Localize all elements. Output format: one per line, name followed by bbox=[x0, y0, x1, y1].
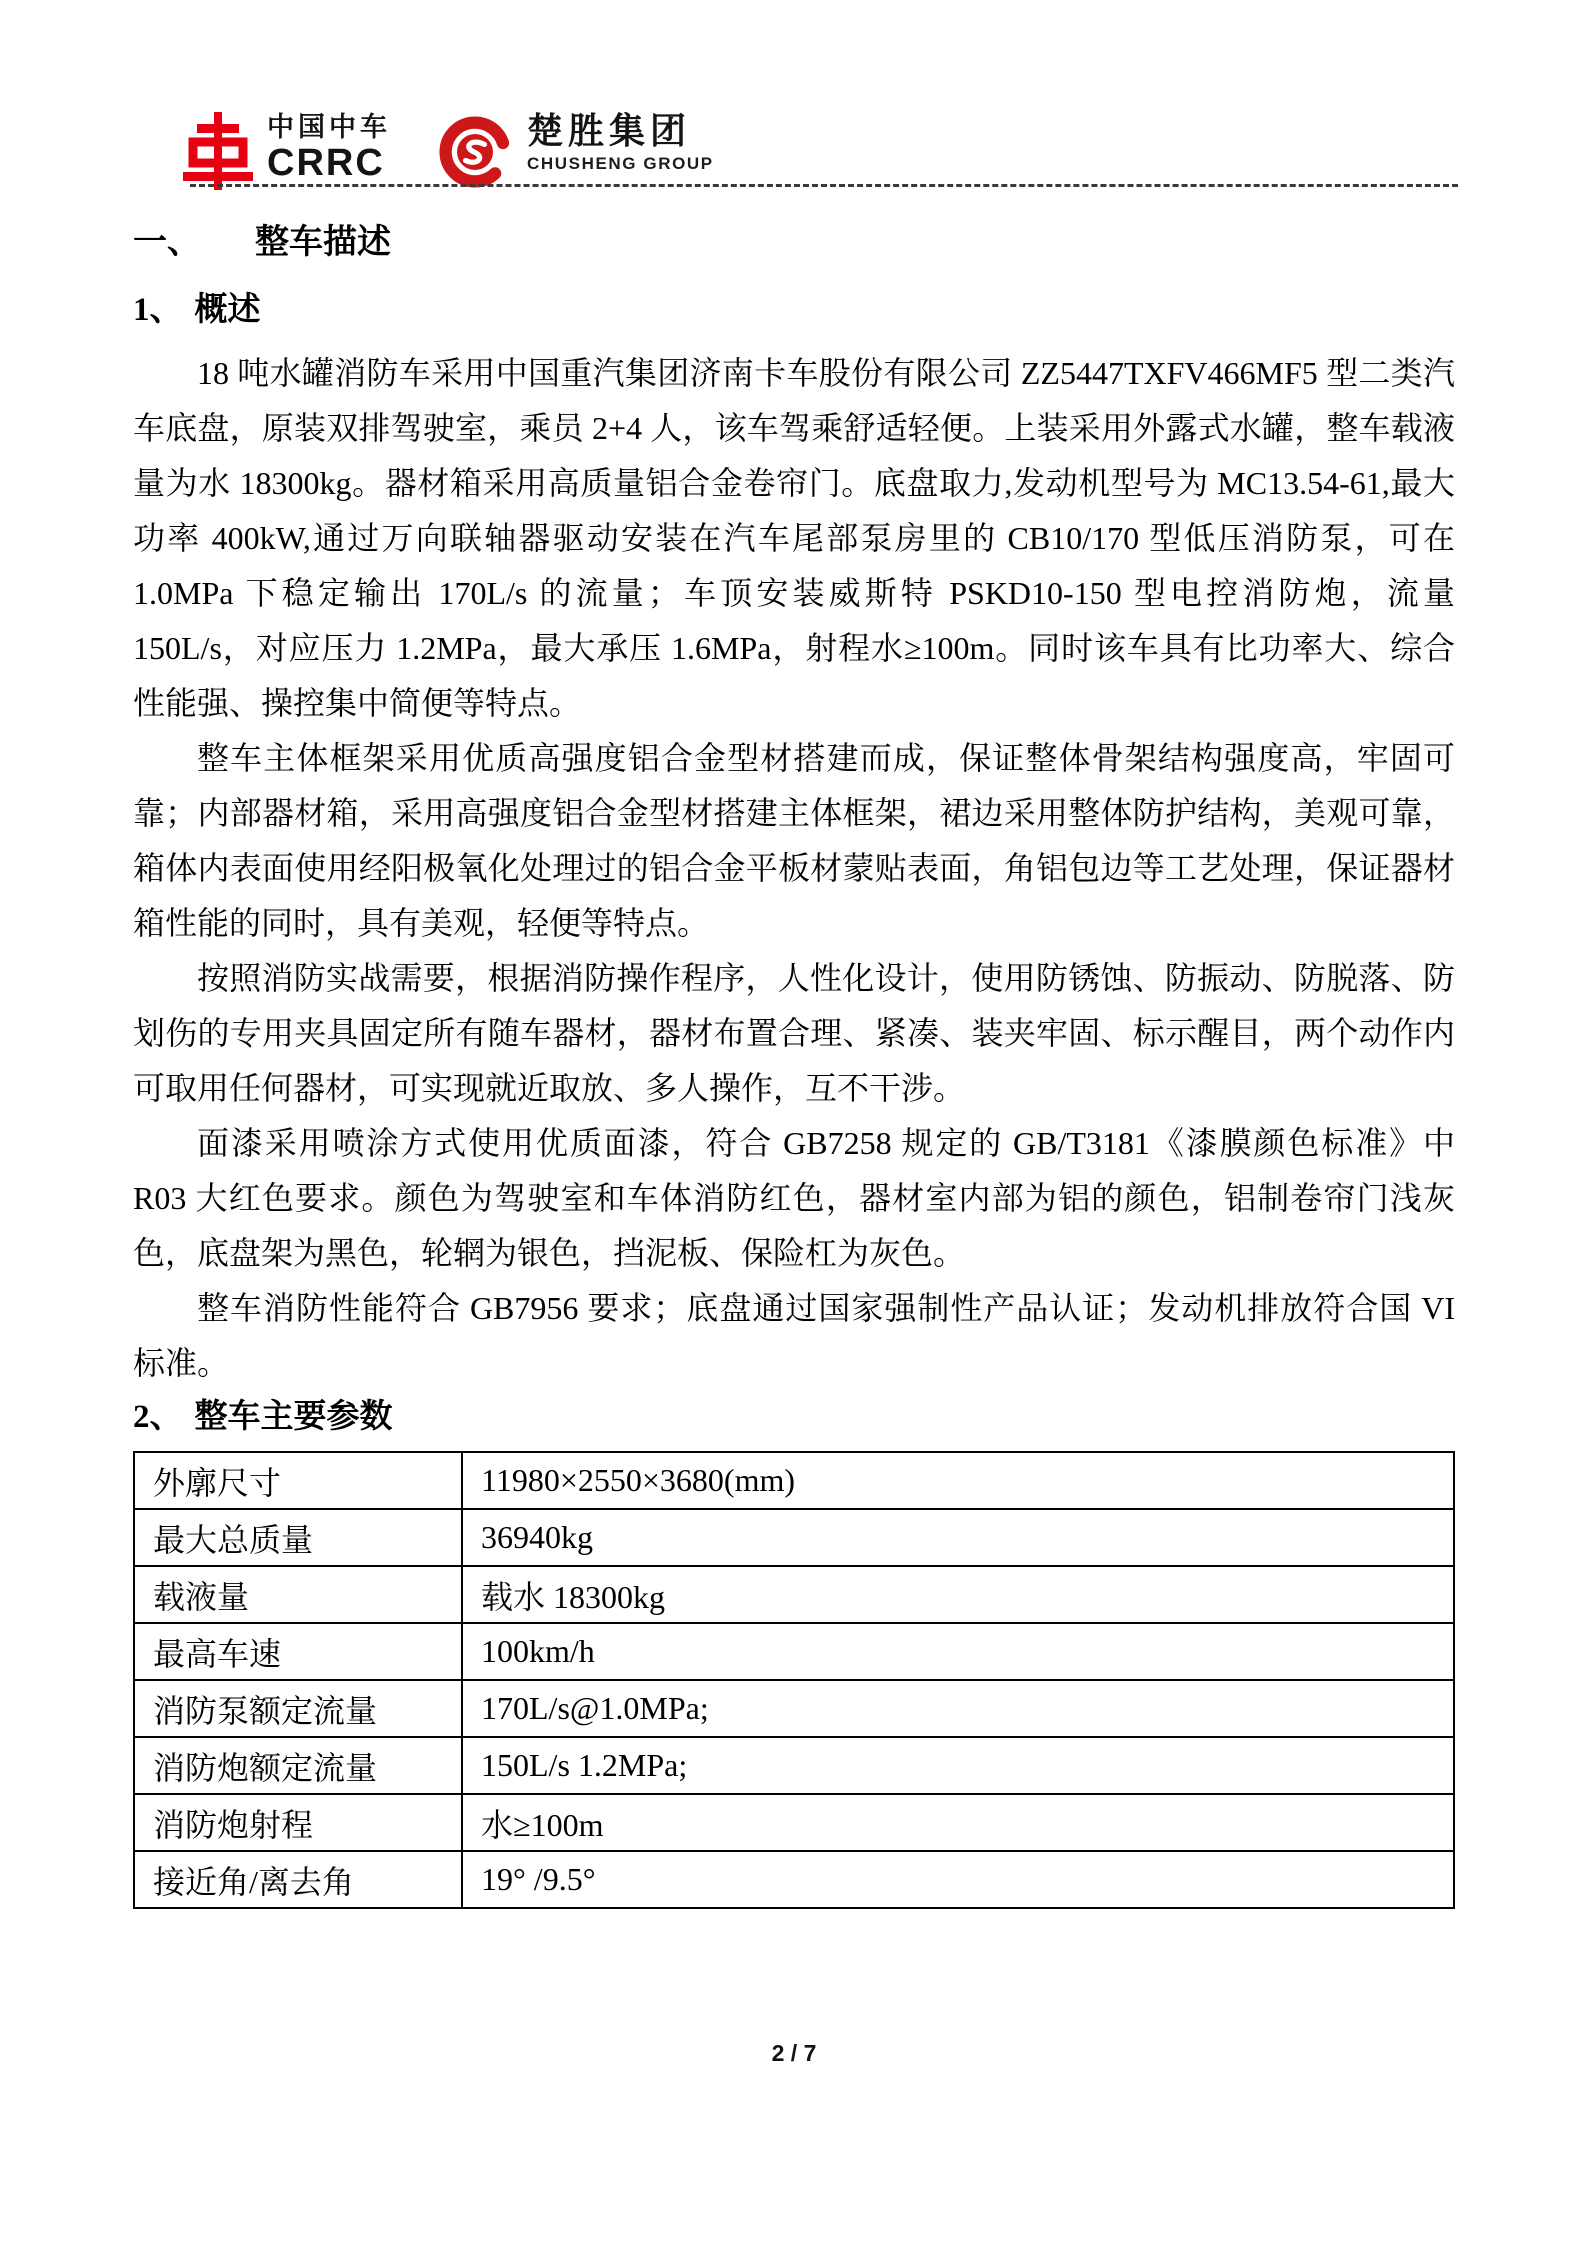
param-label: 消防炮额定流量 bbox=[134, 1737, 462, 1794]
paragraph: 18 吨水罐消防车采用中国重汽集团济南卡车股份有限公司 ZZ5447TXFV466MF5 型二类汽车底盘，原装双排驾驶室，乘员 2+4 人，该车驾乘舒适轻便。上装采用外露式水罐，整车载液量为水 18300kg。器材箱采用高质量铝合金卷帘门。底盘取力,发动机型号为 MC13.54-61,最大功率 400kW,通过万向联轴器驱动安装在汽车尾部泵房里的 CB10/170 型低压消防泵，可在 1.0MPa 下稳定输出 170L/s 的流量；车顶安装威斯特 PSKD10-150 型电控消防炮，流量 150L/s，对应压力 1.2MPa，最大承压 1.6MPa，射程水≥100m。同时该车具有比功率大、综合性能强、操控集中简便等特点。 bbox=[133, 355, 1455, 721]
subsection-title: 整车主要参数 bbox=[194, 1399, 393, 1435]
crrc-brand-text bbox=[267, 112, 391, 185]
crrc-name-cn: 中国中车 bbox=[267, 112, 391, 142]
table-row bbox=[134, 1737, 1454, 1794]
table-row bbox=[134, 1452, 1454, 1509]
chusheng-brand bbox=[439, 112, 714, 192]
param-value: 11980×2550×3680(mm) bbox=[462, 1452, 1454, 1509]
table-row bbox=[134, 1509, 1454, 1566]
table-row bbox=[134, 1623, 1454, 1680]
subsection-heading-parameters bbox=[133, 1397, 1455, 1437]
section-heading bbox=[133, 222, 1455, 264]
section-number: 一、 bbox=[133, 224, 201, 261]
param-value: 水≥100m bbox=[462, 1794, 1454, 1851]
param-label: 消防炮射程 bbox=[134, 1794, 462, 1851]
page-footer bbox=[133, 2040, 1455, 2067]
paragraph: 整车主体框架采用优质高强度铝合金型材搭建而成，保证整体骨架结构强度高，牢固可靠；内部器材箱，采用高强度铝合金型材搭建主体框架，裙边采用整体防护结构，美观可靠，箱体内表面使用经阳极氧化处理过的铝合金平板材蒙贴表面，角铝包边等工艺处理，保证器材箱性能的同时，具有美观，轻便等特点。 bbox=[133, 740, 1455, 941]
param-value: 170L/s@1.0MPa; bbox=[462, 1680, 1454, 1737]
subsection-title: 概述 bbox=[194, 292, 261, 328]
param-label: 接近角/离去角 bbox=[134, 1851, 462, 1908]
document-content bbox=[133, 222, 1455, 1909]
crrc-name-en: CRRC bbox=[267, 142, 385, 185]
paragraph: 面漆采用喷涂方式使用优质面漆，符合 GB7258 规定的 GB/T3181《漆膜颜色标准》中 R03 大红色要求。颜色为驾驶室和车体消防红色，器材室内部为铝的颜色，铝制卷帘门浅灰色，底盘架为黑色，轮辋为银色，挡泥板、保险杠为灰色。 bbox=[133, 1125, 1455, 1271]
subsection-number: 1、 bbox=[133, 292, 183, 328]
crrc-brand bbox=[183, 112, 391, 190]
chusheng-name-en: CHUSHENG GROUP bbox=[527, 153, 714, 173]
param-value: 100km/h bbox=[462, 1623, 1454, 1680]
page-header bbox=[183, 112, 714, 192]
crrc-logo-icon bbox=[183, 112, 253, 190]
param-label: 载液量 bbox=[134, 1566, 462, 1623]
table-row bbox=[134, 1794, 1454, 1851]
paragraph: 整车消防性能符合 GB7956 要求；底盘通过国家强制性产品认证；发动机排放符合国 VI 标准。 bbox=[133, 1290, 1455, 1381]
param-value: 19° /9.5° bbox=[462, 1851, 1454, 1908]
header-divider bbox=[190, 184, 1458, 187]
param-label: 最大总质量 bbox=[134, 1509, 462, 1566]
paragraph: 按照消防实战需要，根据消防操作程序，人性化设计，使用防锈蚀、防振动、防脱落、防划伤的专用夹具固定所有随车器材，器材布置合理、紧凑、装夹牢固、标示醒目，两个动作内可取用任何器材，可实现就近取放、多人操作，互不干涉。 bbox=[133, 960, 1455, 1106]
chusheng-brand-text bbox=[527, 112, 714, 172]
chusheng-name-cn: 楚胜集团 bbox=[527, 110, 692, 151]
param-label: 消防泵额定流量 bbox=[134, 1680, 462, 1737]
param-value: 36940kg bbox=[462, 1509, 1454, 1566]
section-title: 整车描述 bbox=[255, 224, 391, 261]
subsection-heading-overview bbox=[133, 290, 1455, 330]
subsection-number: 2、 bbox=[133, 1399, 183, 1435]
param-label: 最高车速 bbox=[134, 1623, 462, 1680]
chusheng-logo-icon bbox=[439, 112, 511, 192]
table-row bbox=[134, 1680, 1454, 1737]
page-number: 2 / 7 bbox=[771, 2040, 817, 2066]
table-row bbox=[134, 1566, 1454, 1623]
parameters-table bbox=[133, 1451, 1455, 1909]
param-label: 外廓尺寸 bbox=[134, 1452, 462, 1509]
param-value: 150L/s 1.2MPa; bbox=[462, 1737, 1454, 1794]
table-row bbox=[134, 1851, 1454, 1908]
param-value: 载水 18300kg bbox=[462, 1566, 1454, 1623]
